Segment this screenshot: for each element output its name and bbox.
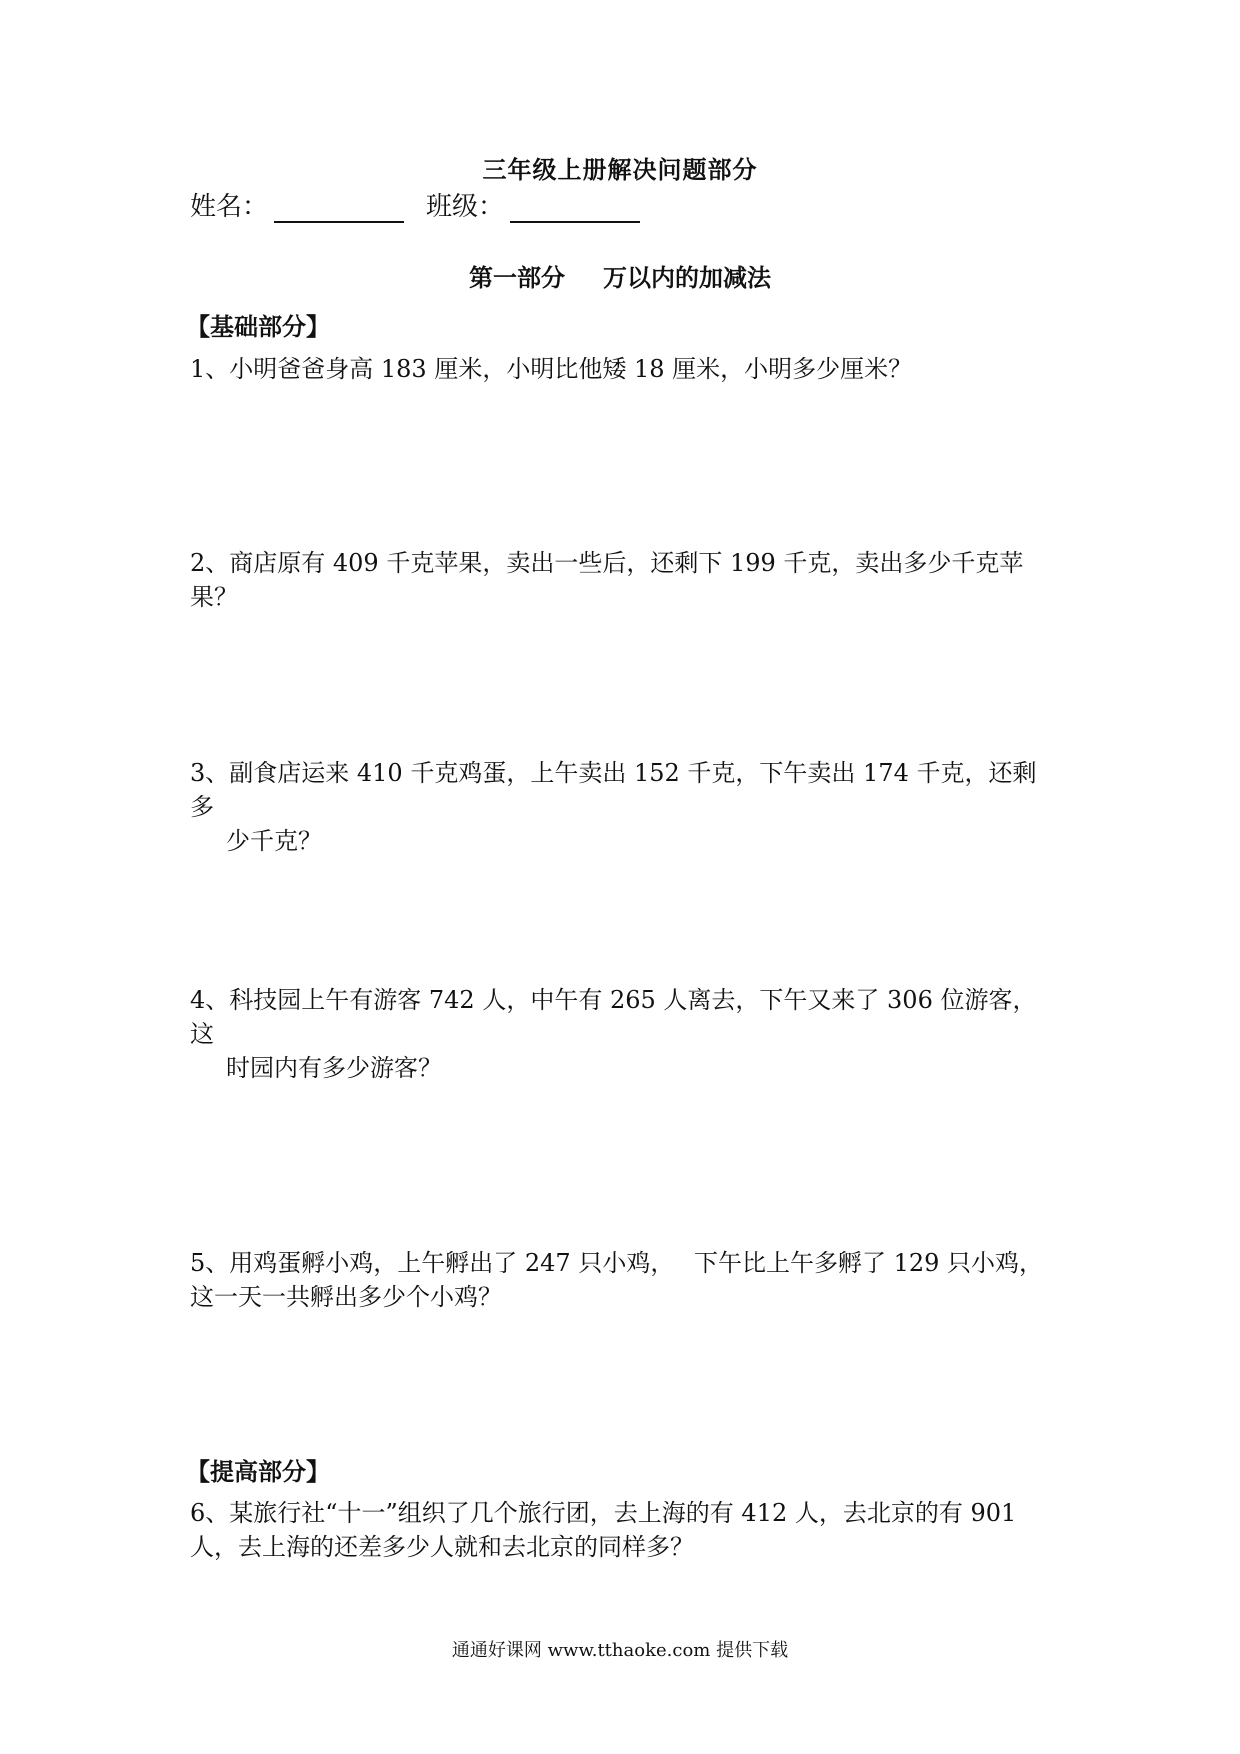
question-4-text-cont: 时园内有多少游客？ (226, 1054, 442, 1082)
advanced-part-heading: 【提高部分】 (186, 1457, 330, 1486)
question-2 (190, 546, 1060, 614)
question-5-text: 5、用鸡蛋孵小鸡，上午孵出了 247 只小鸡， 下午比上午多孵了 129 只小鸡， (190, 1249, 1044, 1277)
class-label: 班级： (426, 192, 505, 222)
name-blank-line (274, 193, 404, 223)
question-4 (190, 983, 1060, 1085)
question-1-text: 1、小明爸爸身高 183 厘米，小明比他矮 18 厘米，小明多少厘米？ (190, 355, 913, 383)
question-2-text: 2、商店原有 409 千克苹果，卖出一些后，还剩下 199 千克，卖出多少千克苹果？ (190, 549, 1024, 611)
question-3-text: 3、副食店运来 410 千克鸡蛋，上午卖出 152 千克，下午卖出 174 千克，还剩多 (190, 759, 1037, 821)
question-3-text-cont: 少千克？ (226, 827, 322, 855)
section-number: 第一部分 (469, 263, 565, 292)
page-title: 三年级上册解决问题部分 (482, 155, 758, 184)
question-5-text-cont: 这一天一共孵出多少个小鸡？ (190, 1283, 502, 1311)
student-info-row (190, 186, 662, 223)
class-blank-line (510, 193, 640, 223)
name-label: 姓名： (190, 192, 269, 222)
basic-part-heading: 【基础部分】 (186, 312, 330, 341)
question-4-text: 4、科技园上午有游客 742 人，中午有 265 人离去，下午又来了 306 位游客，这 (190, 986, 1037, 1048)
footer-source: 通通好课网 www.tthaoke.com 提供下载 (451, 1640, 789, 1661)
question-6-text-cont: 人，去上海的还差多少人就和去北京的同样多？ (190, 1533, 694, 1561)
question-5 (190, 1246, 1060, 1314)
question-1 (190, 352, 1060, 386)
question-3 (190, 756, 1060, 858)
question-6 (190, 1496, 1060, 1564)
section-title (0, 258, 1240, 293)
section-topic: 万以内的加减法 (603, 263, 771, 292)
question-6-text: 6、某旅行社“十一”组织了几个旅行团，去上海的有 412 人，去北京的有 901 (190, 1499, 1017, 1527)
